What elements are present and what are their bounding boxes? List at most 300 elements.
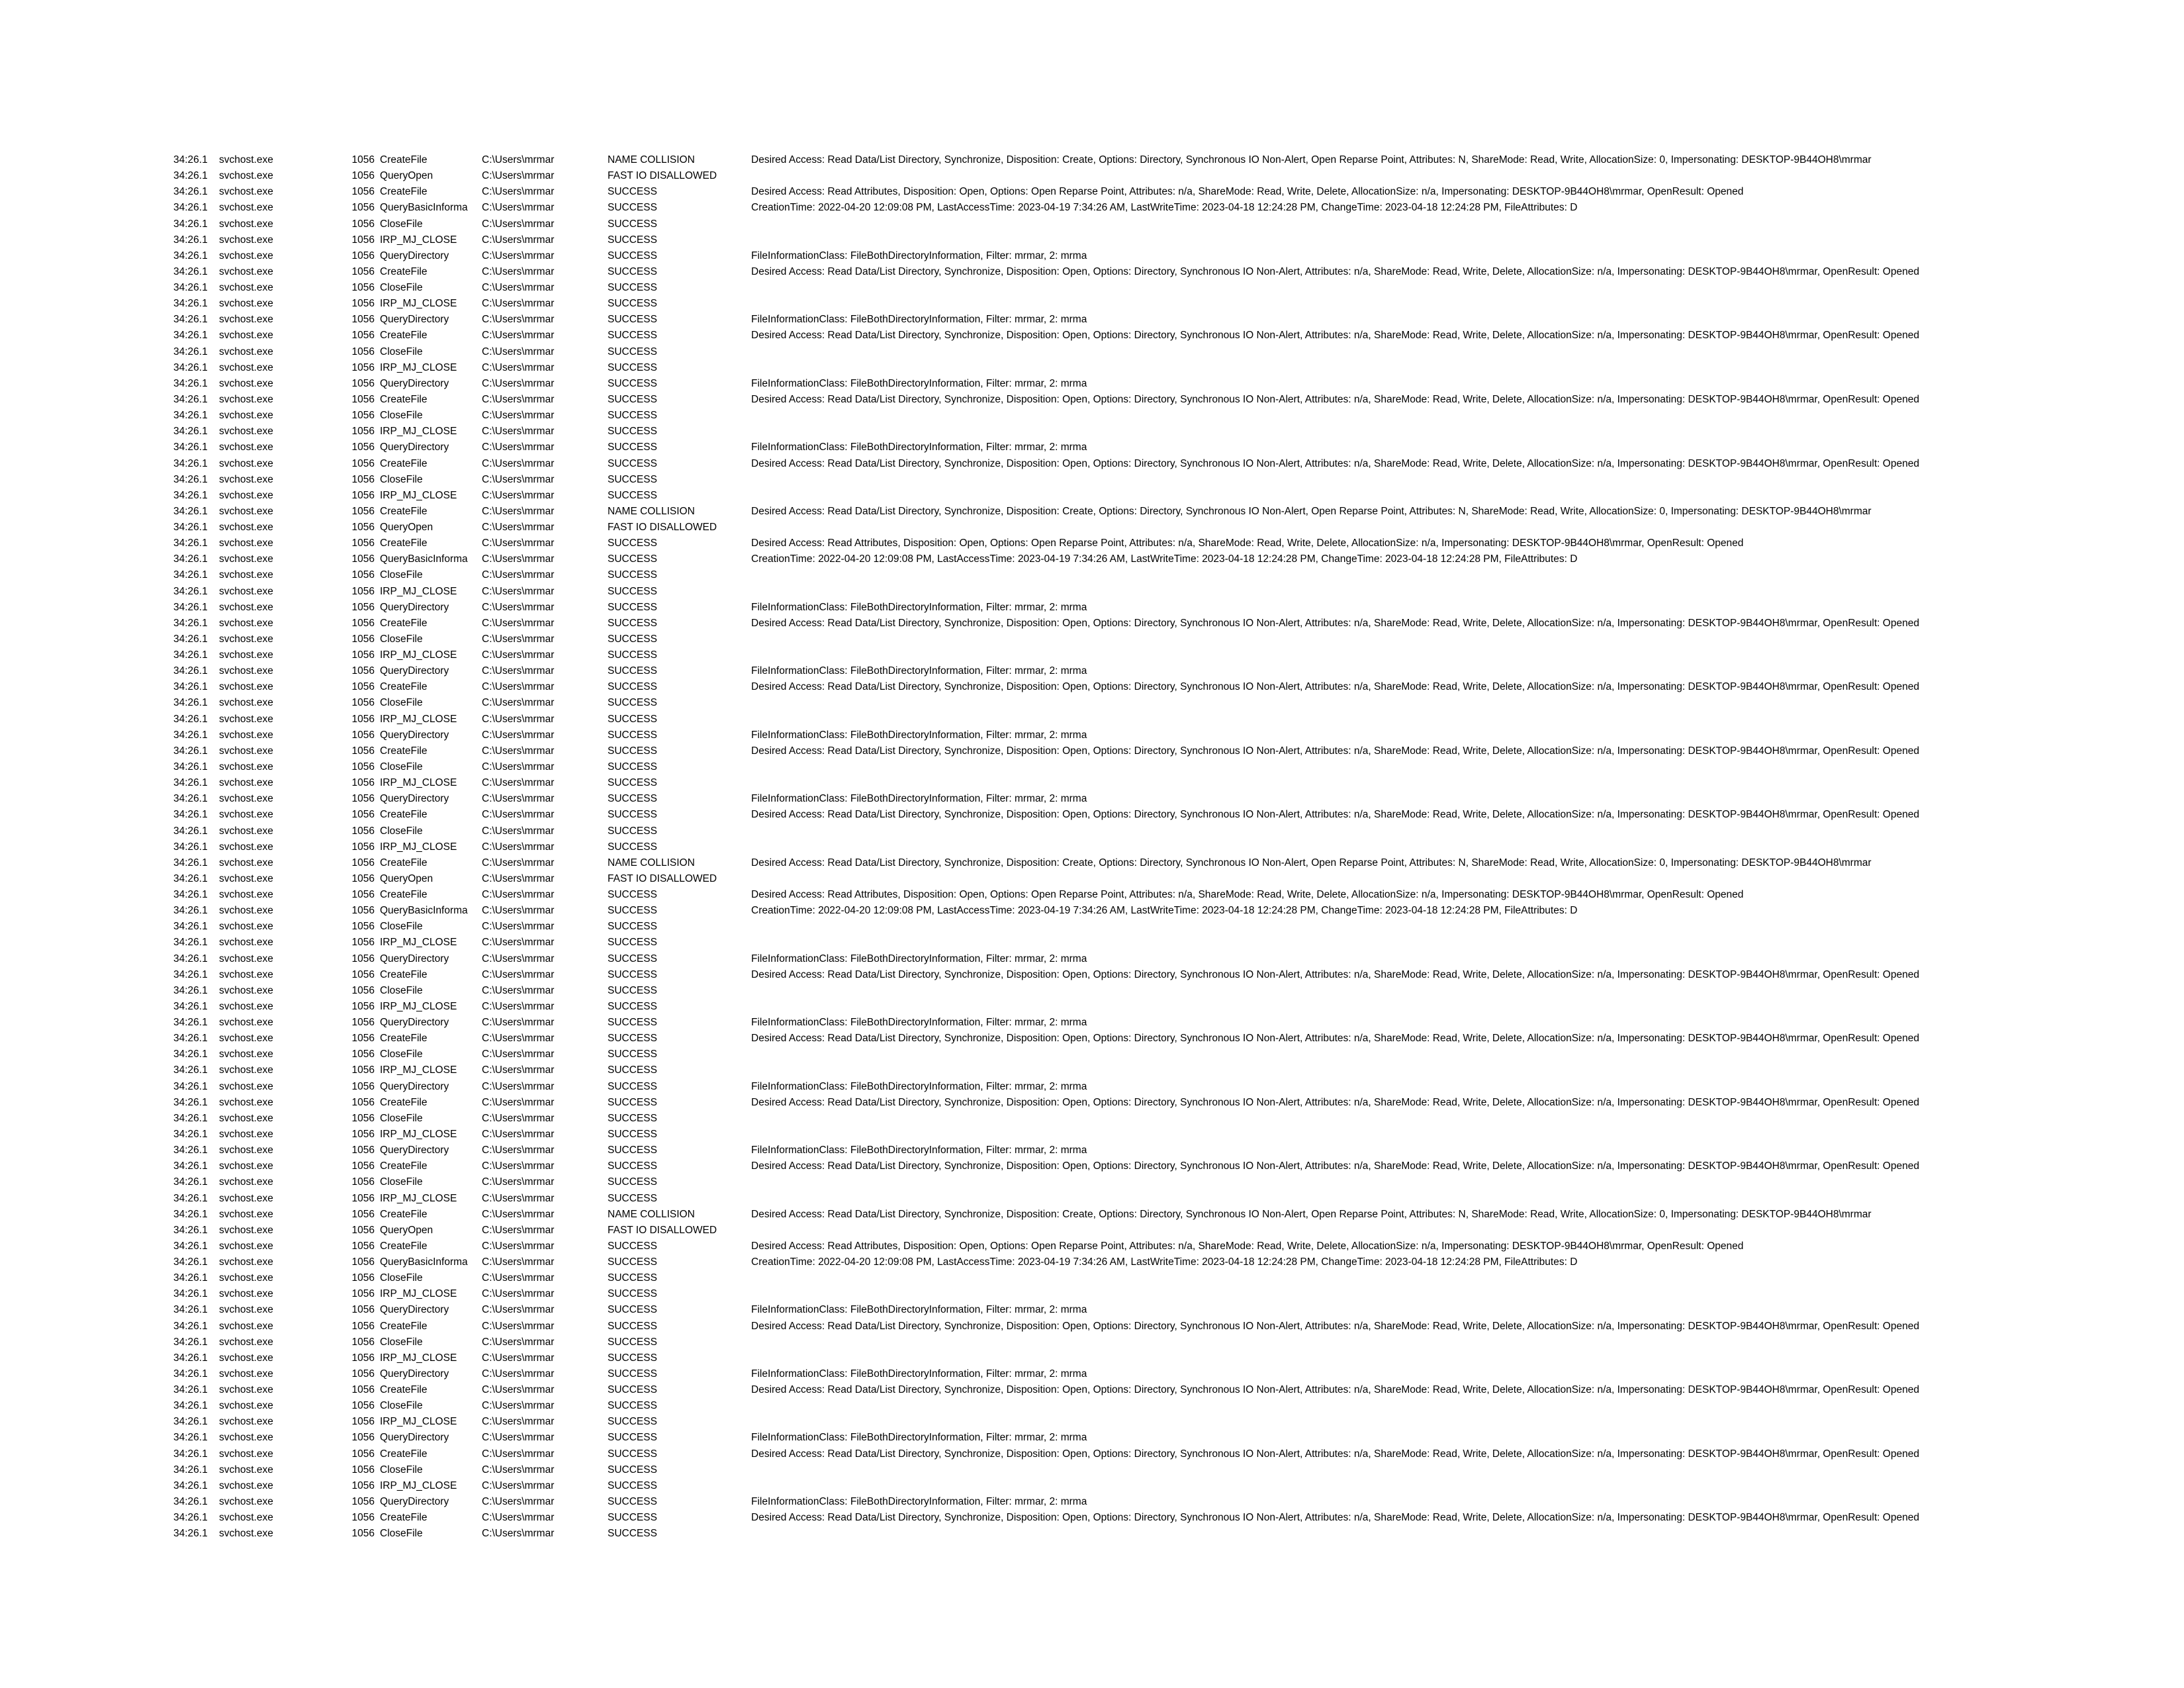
operation-cell: IRP_MJ_CLOSE [380, 234, 457, 246]
pid-cell: 1056 [351, 457, 375, 469]
operation-cell: CloseFile [380, 1464, 423, 1476]
result-cell: SUCCESS [608, 361, 657, 373]
pid-cell: 1056 [351, 410, 375, 422]
detail-cell: CreationTime: 2022-04-20 12:09:08 PM, LastAccessTime: 2023-04-19 7:34:26 AM, LastWriteTime: 2023-04-18 12:24:28 PM, ChangeTime: 2023-04-18 12:24:28 PM, FileAttributes: D [751, 905, 1578, 917]
timestamp-cell: 34:26.1 [173, 793, 208, 805]
result-cell: SUCCESS [608, 1145, 657, 1156]
operation-cell: QueryDirectory [380, 1495, 449, 1507]
path-cell: C:\Users\mrmar [482, 1495, 555, 1507]
operation-cell: CloseFile [380, 761, 423, 773]
timestamp-cell: 34:26.1 [173, 601, 208, 613]
process-name-cell: svchost.exe [219, 697, 273, 709]
process-name-cell: svchost.exe [219, 729, 273, 741]
result-cell: SUCCESS [608, 457, 657, 469]
process-name-cell: svchost.exe [219, 1336, 273, 1348]
process-name-cell: svchost.exe [219, 569, 273, 581]
process-name-cell: svchost.exe [219, 346, 273, 357]
process-name-cell: svchost.exe [219, 1017, 273, 1028]
pid-cell: 1056 [351, 777, 375, 789]
path-cell: C:\Users\mrmar [482, 1128, 555, 1140]
detail-cell: FileInformationClass: FileBothDirectoryInformation, Filter: mrmar, 2: mrma [751, 1432, 1087, 1444]
process-name-cell: svchost.exe [219, 872, 273, 884]
path-cell: C:\Users\mrmar [482, 346, 555, 357]
operation-cell: CloseFile [380, 1112, 423, 1124]
detail-cell: Desired Access: Read Data/List Directory, Synchronize, Disposition: Open, Options: Directory, Synchronous IO Non-Alert, Attributes: n/a, ShareMode: Read, Write, Delete, AllocationSize: n/a, Impersonating: DESKTOP-9B44OH8\mrmar, OpenResult: Opened [751, 1096, 1919, 1108]
process-name-cell: svchost.exe [219, 1400, 273, 1412]
operation-cell: CreateFile [380, 505, 428, 517]
timestamp-cell: 34:26.1 [173, 1432, 208, 1444]
pid-cell: 1056 [351, 538, 375, 549]
operation-cell: CloseFile [380, 1176, 423, 1188]
operation-cell: IRP_MJ_CLOSE [380, 937, 457, 949]
timestamp-cell: 34:26.1 [173, 1176, 208, 1188]
process-name-cell: svchost.exe [219, 1080, 273, 1092]
result-cell: SUCCESS [608, 394, 657, 405]
result-cell: SUCCESS [608, 282, 657, 293]
process-name-cell: svchost.exe [219, 505, 273, 517]
operation-cell: QueryOpen [380, 522, 433, 533]
result-cell: SUCCESS [608, 1033, 657, 1045]
result-cell: SUCCESS [608, 298, 657, 310]
operation-cell: CloseFile [380, 1400, 423, 1412]
pid-cell: 1056 [351, 330, 375, 342]
path-cell: C:\Users\mrmar [482, 394, 555, 405]
operation-cell: CreateFile [380, 1320, 428, 1332]
process-name-cell: svchost.exe [219, 154, 273, 165]
path-cell: C:\Users\mrmar [482, 426, 555, 438]
pid-cell: 1056 [351, 953, 375, 964]
result-cell: SUCCESS [608, 314, 657, 326]
timestamp-cell: 34:26.1 [173, 729, 208, 741]
pid-cell: 1056 [351, 1272, 375, 1284]
process-name-cell: svchost.exe [219, 1064, 273, 1076]
timestamp-cell: 34:26.1 [173, 809, 208, 821]
timestamp-cell: 34:26.1 [173, 1017, 208, 1028]
process-name-cell: svchost.exe [219, 1176, 273, 1188]
path-cell: C:\Users\mrmar [482, 1000, 555, 1012]
process-name-cell: svchost.exe [219, 234, 273, 246]
path-cell: C:\Users\mrmar [482, 761, 555, 773]
operation-cell: QueryDirectory [380, 601, 449, 613]
result-cell: SUCCESS [608, 1064, 657, 1076]
result-cell: SUCCESS [608, 697, 657, 709]
detail-cell: FileInformationClass: FileBothDirectoryInformation, Filter: mrmar, 2: mrma [751, 793, 1087, 805]
result-cell: SUCCESS [608, 426, 657, 438]
timestamp-cell: 34:26.1 [173, 872, 208, 884]
pid-cell: 1056 [351, 250, 375, 261]
pid-cell: 1056 [351, 1080, 375, 1092]
process-name-cell: svchost.exe [219, 298, 273, 310]
operation-cell: CloseFile [380, 1528, 423, 1540]
process-name-cell: svchost.exe [219, 1528, 273, 1540]
path-cell: C:\Users\mrmar [482, 585, 555, 597]
detail-cell: Desired Access: Read Data/List Directory, Synchronize, Disposition: Open, Options: Directory, Synchronous IO Non-Alert, Attributes: n/a, ShareMode: Read, Write, Delete, AllocationSize: n/a, Impersonating: DESKTOP-9B44OH8\mrmar, OpenResult: Opened [751, 1384, 1919, 1395]
detail-cell: FileInformationClass: FileBothDirectoryInformation, Filter: mrmar, 2: mrma [751, 377, 1087, 389]
timestamp-cell: 34:26.1 [173, 1400, 208, 1412]
operation-cell: IRP_MJ_CLOSE [380, 426, 457, 438]
result-cell: SUCCESS [608, 569, 657, 581]
timestamp-cell: 34:26.1 [173, 569, 208, 581]
process-name-cell: svchost.exe [219, 410, 273, 422]
process-name-cell: svchost.exe [219, 1272, 273, 1284]
timestamp-cell: 34:26.1 [173, 1033, 208, 1045]
process-name-cell: svchost.exe [219, 1495, 273, 1507]
path-cell: C:\Users\mrmar [482, 298, 555, 310]
process-name-cell: svchost.exe [219, 1208, 273, 1220]
operation-cell: CloseFile [380, 282, 423, 293]
operation-cell: IRP_MJ_CLOSE [380, 361, 457, 373]
timestamp-cell: 34:26.1 [173, 553, 208, 565]
process-name-cell: svchost.exe [219, 377, 273, 389]
result-cell: SUCCESS [608, 1049, 657, 1060]
result-cell: SUCCESS [608, 1240, 657, 1252]
result-cell: SUCCESS [608, 489, 657, 501]
process-name-cell: svchost.exe [219, 857, 273, 868]
operation-cell: CloseFile [380, 633, 423, 645]
process-name-cell: svchost.exe [219, 426, 273, 438]
operation-cell: CreateFile [380, 889, 428, 900]
path-cell: C:\Users\mrmar [482, 841, 555, 853]
detail-cell: Desired Access: Read Data/List Directory, Synchronize, Disposition: Open, Options: Directory, Synchronous IO Non-Alert, Attributes: n/a, ShareMode: Read, Write, Delete, AllocationSize: n/a, Impersonating: DESKTOP-9B44OH8\mrmar, OpenResult: Opened [751, 809, 1919, 821]
result-cell: SUCCESS [608, 330, 657, 342]
pid-cell: 1056 [351, 282, 375, 293]
process-name-cell: svchost.exe [219, 1145, 273, 1156]
operation-cell: QueryDirectory [380, 1080, 449, 1092]
process-name-cell: svchost.exe [219, 713, 273, 725]
operation-cell: QueryDirectory [380, 793, 449, 805]
timestamp-cell: 34:26.1 [173, 361, 208, 373]
path-cell: C:\Users\mrmar [482, 234, 555, 246]
pid-cell: 1056 [351, 857, 375, 868]
detail-cell: Desired Access: Read Data/List Directory, Synchronize, Disposition: Open, Options: Directory, Synchronous IO Non-Alert, Attributes: n/a, ShareMode: Read, Write, Delete, AllocationSize: n/a, Impersonating: DESKTOP-9B44OH8\mrmar, OpenResult: Opened [751, 745, 1919, 757]
path-cell: C:\Users\mrmar [482, 1384, 555, 1395]
result-cell: SUCCESS [608, 633, 657, 645]
detail-cell: Desired Access: Read Data/List Directory, Synchronize, Disposition: Create, Options: Directory, Synchronous IO Non-Alert, Open Reparse Point, Attributes: N, ShareMode: Read, Write, AllocationSize: 0, Impersonating: DESKTOP-9B44OH8\mrmar [751, 505, 1872, 517]
operation-cell: IRP_MJ_CLOSE [380, 1064, 457, 1076]
operation-cell: QueryOpen [380, 872, 433, 884]
process-name-cell: svchost.exe [219, 489, 273, 501]
path-cell: C:\Users\mrmar [482, 1448, 555, 1460]
result-cell: SUCCESS [608, 665, 657, 677]
detail-cell: FileInformationClass: FileBothDirectoryInformation, Filter: mrmar, 2: mrma [751, 1304, 1087, 1316]
process-name-cell: svchost.exe [219, 457, 273, 469]
pid-cell: 1056 [351, 1112, 375, 1124]
pid-cell: 1056 [351, 841, 375, 853]
timestamp-cell: 34:26.1 [173, 825, 208, 837]
process-name-cell: svchost.exe [219, 1368, 273, 1380]
path-cell: C:\Users\mrmar [482, 553, 555, 565]
detail-cell: Desired Access: Read Data/List Directory, Synchronize, Disposition: Open, Options: Directory, Synchronous IO Non-Alert, Attributes: n/a, ShareMode: Read, Write, Delete, AllocationSize: n/a, Impersonating: DESKTOP-9B44OH8\mrmar, OpenResult: Opened [751, 457, 1919, 469]
detail-cell: FileInformationClass: FileBothDirectoryInformation, Filter: mrmar, 2: mrma [751, 729, 1087, 741]
result-cell: FAST IO DISALLOWED [608, 872, 717, 884]
result-cell: SUCCESS [608, 1352, 657, 1364]
process-name-cell: svchost.exe [219, 265, 273, 277]
pid-cell: 1056 [351, 377, 375, 389]
timestamp-cell: 34:26.1 [173, 170, 208, 182]
operation-cell: IRP_MJ_CLOSE [380, 1128, 457, 1140]
result-cell: SUCCESS [608, 1416, 657, 1428]
pid-cell: 1056 [351, 1464, 375, 1476]
process-name-cell: svchost.exe [219, 984, 273, 996]
result-cell: SUCCESS [608, 777, 657, 789]
result-cell: SUCCESS [608, 1464, 657, 1476]
timestamp-cell: 34:26.1 [173, 186, 208, 198]
process-name-cell: svchost.exe [219, 1320, 273, 1332]
result-cell: SUCCESS [608, 553, 657, 565]
pid-cell: 1056 [351, 1528, 375, 1540]
path-cell: C:\Users\mrmar [482, 1304, 555, 1316]
process-name-cell: svchost.exe [219, 921, 273, 933]
pid-cell: 1056 [351, 361, 375, 373]
timestamp-cell: 34:26.1 [173, 1256, 208, 1268]
process-name-cell: svchost.exe [219, 889, 273, 900]
path-cell: C:\Users\mrmar [482, 1288, 555, 1300]
path-cell: C:\Users\mrmar [482, 442, 555, 453]
pid-cell: 1056 [351, 1432, 375, 1444]
pid-cell: 1056 [351, 569, 375, 581]
path-cell: C:\Users\mrmar [482, 1192, 555, 1204]
operation-cell: QueryDirectory [380, 442, 449, 453]
process-name-cell: svchost.exe [219, 1224, 273, 1236]
timestamp-cell: 34:26.1 [173, 1384, 208, 1395]
detail-cell: Desired Access: Read Data/List Directory, Synchronize, Disposition: Open, Options: Directory, Synchronous IO Non-Alert, Attributes: n/a, ShareMode: Read, Write, Delete, AllocationSize: n/a, Impersonating: DESKTOP-9B44OH8\mrmar, OpenResult: Opened [751, 330, 1919, 342]
path-cell: C:\Users\mrmar [482, 522, 555, 533]
pid-cell: 1056 [351, 1224, 375, 1236]
operation-cell: CloseFile [380, 218, 423, 230]
operation-cell: CreateFile [380, 809, 428, 821]
path-cell: C:\Users\mrmar [482, 1512, 555, 1523]
operation-cell: QueryOpen [380, 1224, 433, 1236]
path-cell: C:\Users\mrmar [482, 361, 555, 373]
result-cell: SUCCESS [608, 649, 657, 661]
path-cell: C:\Users\mrmar [482, 1049, 555, 1060]
path-cell: C:\Users\mrmar [482, 457, 555, 469]
timestamp-cell: 34:26.1 [173, 1272, 208, 1284]
detail-cell: Desired Access: Read Attributes, Disposition: Open, Options: Open Reparse Point, Attributes: n/a, ShareMode: Read, Write, Delete, AllocationSize: n/a, Impersonating: DESKTOP-9B44OH8\mrmar, OpenResult: Opened [751, 889, 1744, 900]
pid-cell: 1056 [351, 1128, 375, 1140]
timestamp-cell: 34:26.1 [173, 522, 208, 533]
result-cell: SUCCESS [608, 265, 657, 277]
process-name-cell: svchost.exe [219, 1304, 273, 1316]
operation-cell: CreateFile [380, 1448, 428, 1460]
operation-cell: CreateFile [380, 857, 428, 868]
operation-cell: QueryDirectory [380, 1304, 449, 1316]
detail-cell: Desired Access: Read Data/List Directory, Synchronize, Disposition: Create, Options: Directory, Synchronous IO Non-Alert, Open Reparse Point, Attributes: N, ShareMode: Read, Write, AllocationSize: 0, Impersonating: DESKTOP-9B44OH8\mrmar [751, 1208, 1872, 1220]
path-cell: C:\Users\mrmar [482, 1224, 555, 1236]
result-cell: SUCCESS [608, 202, 657, 214]
detail-cell: Desired Access: Read Attributes, Disposition: Open, Options: Open Reparse Point, Attributes: n/a, ShareMode: Read, Write, Delete, AllocationSize: n/a, Impersonating: DESKTOP-9B44OH8\mrmar, OpenResult: Opened [751, 538, 1744, 549]
timestamp-cell: 34:26.1 [173, 1304, 208, 1316]
timestamp-cell: 34:26.1 [173, 426, 208, 438]
timestamp-cell: 34:26.1 [173, 1368, 208, 1380]
operation-cell: IRP_MJ_CLOSE [380, 649, 457, 661]
path-cell: C:\Users\mrmar [482, 617, 555, 629]
pid-cell: 1056 [351, 553, 375, 565]
operation-cell: CreateFile [380, 1208, 428, 1220]
result-cell: NAME COLLISION [608, 1208, 695, 1220]
result-cell: SUCCESS [608, 1017, 657, 1028]
timestamp-cell: 34:26.1 [173, 154, 208, 165]
timestamp-cell: 34:26.1 [173, 649, 208, 661]
pid-cell: 1056 [351, 1049, 375, 1060]
path-cell: C:\Users\mrmar [482, 1208, 555, 1220]
pid-cell: 1056 [351, 921, 375, 933]
path-cell: C:\Users\mrmar [482, 729, 555, 741]
pid-cell: 1056 [351, 1064, 375, 1076]
operation-cell: CreateFile [380, 1384, 428, 1395]
operation-cell: IRP_MJ_CLOSE [380, 585, 457, 597]
process-name-cell: svchost.exe [219, 553, 273, 565]
path-cell: C:\Users\mrmar [482, 1080, 555, 1092]
timestamp-cell: 34:26.1 [173, 937, 208, 949]
timestamp-cell: 34:26.1 [173, 745, 208, 757]
timestamp-cell: 34:26.1 [173, 1096, 208, 1108]
path-cell: C:\Users\mrmar [482, 170, 555, 182]
operation-cell: QueryBasicInforma [380, 553, 468, 565]
operation-cell: CreateFile [380, 186, 428, 198]
path-cell: C:\Users\mrmar [482, 681, 555, 693]
process-name-cell: svchost.exe [219, 538, 273, 549]
operation-cell: CloseFile [380, 921, 423, 933]
process-name-cell: svchost.exe [219, 1128, 273, 1140]
operation-cell: CloseFile [380, 410, 423, 422]
path-cell: C:\Users\mrmar [482, 921, 555, 933]
process-name-cell: svchost.exe [219, 905, 273, 917]
path-cell: C:\Users\mrmar [482, 889, 555, 900]
detail-cell: Desired Access: Read Data/List Directory, Synchronize, Disposition: Open, Options: Directory, Synchronous IO Non-Alert, Attributes: n/a, ShareMode: Read, Write, Delete, AllocationSize: n/a, Impersonating: DESKTOP-9B44OH8\mrmar, OpenResult: Opened [751, 1033, 1919, 1045]
timestamp-cell: 34:26.1 [173, 633, 208, 645]
detail-cell: CreationTime: 2022-04-20 12:09:08 PM, LastAccessTime: 2023-04-19 7:34:26 AM, LastWriteTime: 2023-04-18 12:24:28 PM, ChangeTime: 2023-04-18 12:24:28 PM, FileAttributes: D [751, 202, 1578, 214]
path-cell: C:\Users\mrmar [482, 265, 555, 277]
timestamp-cell: 34:26.1 [173, 1336, 208, 1348]
path-cell: C:\Users\mrmar [482, 1017, 555, 1028]
process-name-cell: svchost.exe [219, 1112, 273, 1124]
path-cell: C:\Users\mrmar [482, 1416, 555, 1428]
pid-cell: 1056 [351, 426, 375, 438]
path-cell: C:\Users\mrmar [482, 1368, 555, 1380]
pid-cell: 1056 [351, 1096, 375, 1108]
detail-cell: FileInformationClass: FileBothDirectoryInformation, Filter: mrmar, 2: mrma [751, 665, 1087, 677]
pid-cell: 1056 [351, 1416, 375, 1428]
process-name-cell: svchost.exe [219, 953, 273, 964]
pid-cell: 1056 [351, 1479, 375, 1491]
result-cell: SUCCESS [608, 442, 657, 453]
process-name-cell: svchost.exe [219, 1479, 273, 1491]
operation-cell: QueryDirectory [380, 1145, 449, 1156]
pid-cell: 1056 [351, 665, 375, 677]
process-name-cell: svchost.exe [219, 202, 273, 214]
path-cell: C:\Users\mrmar [482, 665, 555, 677]
timestamp-cell: 34:26.1 [173, 1208, 208, 1220]
detail-cell: Desired Access: Read Data/List Directory, Synchronize, Disposition: Create, Options: Directory, Synchronous IO Non-Alert, Open Reparse Point, Attributes: N, ShareMode: Read, Write, AllocationSize: 0, Impersonating: DESKTOP-9B44OH8\mrmar [751, 154, 1872, 165]
result-cell: SUCCESS [608, 1176, 657, 1188]
timestamp-cell: 34:26.1 [173, 905, 208, 917]
timestamp-cell: 34:26.1 [173, 1145, 208, 1156]
process-name-cell: svchost.exe [219, 218, 273, 230]
path-cell: C:\Users\mrmar [482, 410, 555, 422]
path-cell: C:\Users\mrmar [482, 713, 555, 725]
detail-cell: FileInformationClass: FileBothDirectoryInformation, Filter: mrmar, 2: mrma [751, 1145, 1087, 1156]
operation-cell: QueryOpen [380, 170, 433, 182]
timestamp-cell: 34:26.1 [173, 1495, 208, 1507]
result-cell: SUCCESS [608, 585, 657, 597]
detail-cell: FileInformationClass: FileBothDirectoryInformation, Filter: mrmar, 2: mrma [751, 314, 1087, 326]
result-cell: SUCCESS [608, 1080, 657, 1092]
detail-cell: Desired Access: Read Attributes, Disposition: Open, Options: Open Reparse Point, Attributes: n/a, ShareMode: Read, Write, Delete, AllocationSize: n/a, Impersonating: DESKTOP-9B44OH8\mrmar, OpenResult: Opened [751, 186, 1744, 198]
pid-cell: 1056 [351, 1192, 375, 1204]
operation-cell: CreateFile [380, 968, 428, 980]
process-name-cell: svchost.exe [219, 1432, 273, 1444]
path-cell: C:\Users\mrmar [482, 1352, 555, 1364]
result-cell: FAST IO DISALLOWED [608, 522, 717, 533]
process-name-cell: svchost.exe [219, 617, 273, 629]
pid-cell: 1056 [351, 1240, 375, 1252]
pid-cell: 1056 [351, 761, 375, 773]
pid-cell: 1056 [351, 872, 375, 884]
process-name-cell: svchost.exe [219, 841, 273, 853]
timestamp-cell: 34:26.1 [173, 394, 208, 405]
timestamp-cell: 34:26.1 [173, 617, 208, 629]
result-cell: SUCCESS [608, 1256, 657, 1268]
operation-cell: QueryDirectory [380, 314, 449, 326]
path-cell: C:\Users\mrmar [482, 1145, 555, 1156]
path-cell: C:\Users\mrmar [482, 1160, 555, 1172]
operation-cell: CloseFile [380, 1336, 423, 1348]
result-cell: SUCCESS [608, 1160, 657, 1172]
process-name-cell: svchost.exe [219, 1033, 273, 1045]
operation-cell: CloseFile [380, 697, 423, 709]
path-cell: C:\Users\mrmar [482, 857, 555, 868]
detail-cell: FileInformationClass: FileBothDirectoryInformation, Filter: mrmar, 2: mrma [751, 1080, 1087, 1092]
process-name-cell: svchost.exe [219, 1256, 273, 1268]
path-cell: C:\Users\mrmar [482, 1176, 555, 1188]
path-cell: C:\Users\mrmar [482, 872, 555, 884]
path-cell: C:\Users\mrmar [482, 1528, 555, 1540]
pid-cell: 1056 [351, 1352, 375, 1364]
detail-cell: CreationTime: 2022-04-20 12:09:08 PM, LastAccessTime: 2023-04-19 7:34:26 AM, LastWriteTime: 2023-04-18 12:24:28 PM, ChangeTime: 2023-04-18 12:24:28 PM, FileAttributes: D [751, 1256, 1578, 1268]
pid-cell: 1056 [351, 585, 375, 597]
operation-cell: CreateFile [380, 538, 428, 549]
result-cell: SUCCESS [608, 681, 657, 693]
timestamp-cell: 34:26.1 [173, 1320, 208, 1332]
pid-cell: 1056 [351, 1256, 375, 1268]
pid-cell: 1056 [351, 1336, 375, 1348]
timestamp-cell: 34:26.1 [173, 889, 208, 900]
process-name-cell: svchost.exe [219, 761, 273, 773]
path-cell: C:\Users\mrmar [482, 569, 555, 581]
result-cell: NAME COLLISION [608, 857, 695, 868]
result-cell: SUCCESS [608, 1304, 657, 1316]
path-cell: C:\Users\mrmar [482, 1096, 555, 1108]
process-name-cell: svchost.exe [219, 314, 273, 326]
timestamp-cell: 34:26.1 [173, 265, 208, 277]
result-cell: SUCCESS [608, 1528, 657, 1540]
result-cell: SUCCESS [608, 1495, 657, 1507]
detail-cell: FileInformationClass: FileBothDirectoryInformation, Filter: mrmar, 2: mrma [751, 601, 1087, 613]
timestamp-cell: 34:26.1 [173, 1049, 208, 1060]
pid-cell: 1056 [351, 234, 375, 246]
path-cell: C:\Users\mrmar [482, 905, 555, 917]
path-cell: C:\Users\mrmar [482, 697, 555, 709]
path-cell: C:\Users\mrmar [482, 377, 555, 389]
pid-cell: 1056 [351, 745, 375, 757]
operation-cell: CreateFile [380, 681, 428, 693]
path-cell: C:\Users\mrmar [482, 777, 555, 789]
timestamp-cell: 34:26.1 [173, 1080, 208, 1092]
timestamp-cell: 34:26.1 [173, 665, 208, 677]
pid-cell: 1056 [351, 298, 375, 310]
path-cell: C:\Users\mrmar [482, 489, 555, 501]
